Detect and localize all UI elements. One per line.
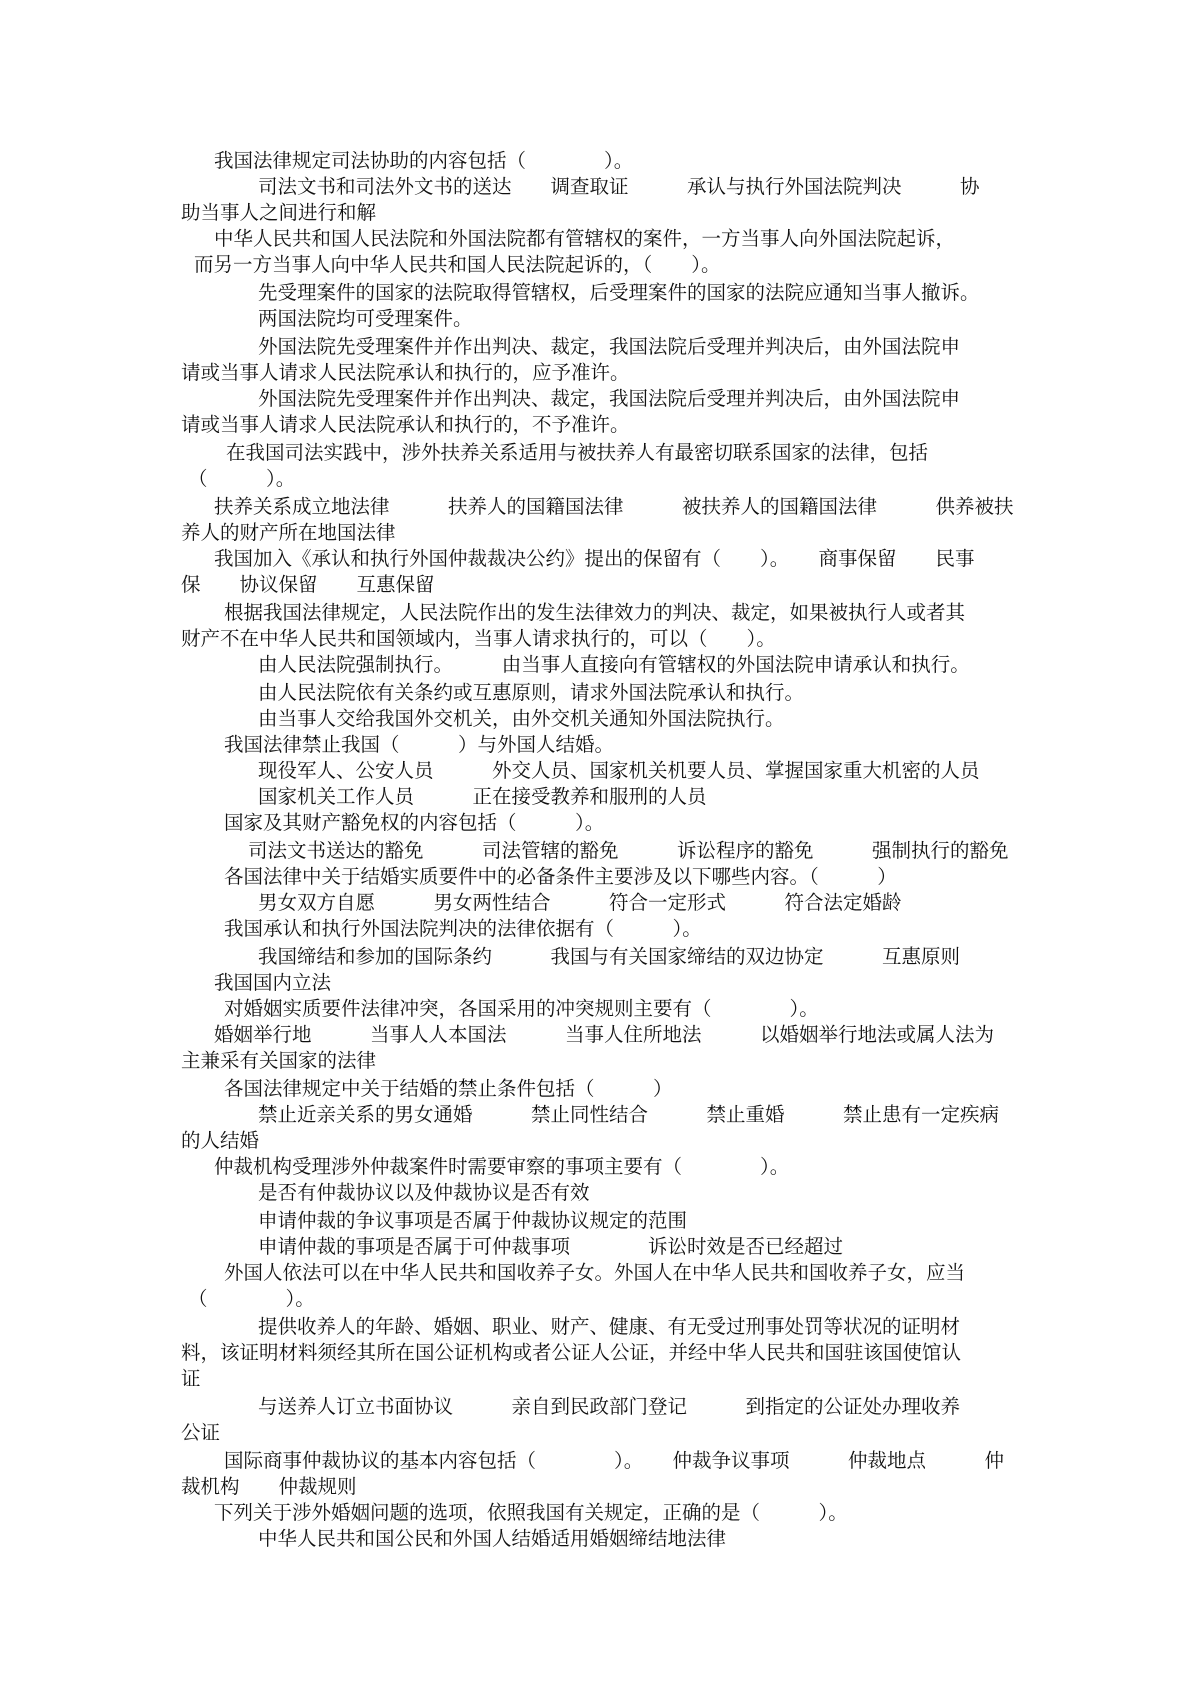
text-line: 司法文书送达的豁免 司法管辖的豁免 诉讼程序的豁免 强制执行的豁免: [248, 839, 1009, 862]
text-line: 国家机关工作人员 正在接受教养和服刑的人员: [258, 785, 707, 808]
text-line: 禁止近亲关系的男女通婚 禁止同性结合 禁止重婚 禁止患有一定疾病: [258, 1103, 1000, 1126]
text-line: 婚姻举行地 当事人人本国法 当事人住所地法 以婚姻举行地法或属人法为: [214, 1023, 995, 1046]
text-line: 先受理案件的国家的法院取得管辖权，后受理案件的国家的法院应通知当事人撤诉。: [258, 281, 980, 304]
text-line: 申请仲裁的争议事项是否属于仲裁协议规定的范围: [258, 1209, 688, 1232]
text-line: 现役军人、公安人员 外交人员、国家机关机要人员、掌握国家重大机密的人员: [258, 759, 980, 782]
text-line: 各国法律规定中关于结婚的禁止条件包括（ ）: [224, 1077, 673, 1100]
text-line: 料，该证明材料须经其所在国公证机构或者公证人公证，并经中华人民共和国驻该国使馆认: [181, 1341, 962, 1364]
text-line: 各国法律中关于结婚实质要件中的必备条件主要涉及以下哪些内容。（ ）: [224, 865, 897, 888]
text-line: 国家及其财产豁免权的内容包括（ ）。: [224, 811, 605, 834]
text-line: 扶养关系成立地法律 扶养人的国籍国法律 被扶养人的国籍国法律 供养被扶: [214, 495, 1014, 518]
text-line: 外国人依法可以在中华人民共和国收养子女。外国人在中华人民共和国收养子女，应当: [224, 1261, 966, 1284]
text-line: 中华人民共和国人民法院和外国法院都有管辖权的案件，一方当事人向外国法院起诉，: [214, 227, 956, 250]
text-line: 申请仲裁的事项是否属于可仲裁事项 诉讼时效是否已经超过: [258, 1235, 844, 1258]
text-line: 两国法院均可受理案件。: [258, 307, 473, 330]
text-line: 助当事人之间进行和解: [181, 201, 377, 224]
text-line: 请或当事人请求人民法院承认和执行的，不予准许。: [181, 413, 630, 436]
text-line: 根据我国法律规定，人民法院作出的发生法律效力的判决、裁定，如果被执行人或者其: [224, 601, 966, 624]
text-line: 证: [181, 1367, 201, 1390]
text-line: 是否有仲裁协议以及仲裁协议是否有效: [258, 1181, 590, 1204]
text-line: （ ）。: [188, 1287, 315, 1310]
text-line: 由当事人交给我国外交机关，由外交机关通知外国法院执行。: [258, 707, 785, 730]
text-line: 保 协议保留 互惠保留: [181, 573, 435, 596]
text-line: 对婚姻实质要件法律冲突，各国采用的冲突规则主要有（ ）。: [224, 997, 819, 1020]
text-line: 财产不在中华人民共和国领域内，当事人请求执行的，可以（ ）。: [181, 627, 776, 650]
text-line: 我国缔结和参加的国际条约 我国与有关国家缔结的双边协定 互惠原则: [258, 945, 961, 968]
text-line: 男女双方自愿 男女两性结合 符合一定形式 符合法定婚龄: [258, 891, 902, 914]
text-line: 与送养人订立书面协议 亲自到民政部门登记 到指定的公证处办理收养: [258, 1395, 961, 1418]
text-line: 中华人民共和国公民和外国人结婚适用婚姻缔结地法律: [258, 1527, 727, 1550]
text-line: 而另一方当事人向中华人民共和国人民法院起诉的，（ ）。: [194, 253, 721, 276]
text-line: 下列关于涉外婚姻问题的选项，依照我国有关规定，正确的是（ ）。: [214, 1501, 848, 1524]
text-line: 我国承认和执行外国法院判决的法律依据有（ ）。: [224, 917, 702, 940]
text-line: 裁机构 仲裁规则: [181, 1475, 357, 1498]
text-line: 仲裁机构受理涉外仲裁案件时需要审察的事项主要有（ ）。: [214, 1155, 790, 1178]
text-line: 我国法律规定司法协助的内容包括（ ）。: [214, 149, 634, 172]
text-line: 请或当事人请求人民法院承认和执行的，应予准许。: [181, 361, 630, 384]
text-line: 由人民法院依有关条约或互惠原则，请求外国法院承认和执行。: [258, 681, 805, 704]
text-line: 司法文书和司法外文书的送达 调查取证 承认与执行外国法院判决 协: [258, 175, 980, 198]
text-line: 外国法院先受理案件并作出判决、裁定，我国法院后受理并判决后，由外国法院申: [258, 387, 961, 410]
text-line: 在我国司法实践中，涉外扶养关系适用与被扶养人有最密切联系国家的法律，包括: [226, 441, 929, 464]
text-line: 由人民法院强制执行。 由当事人直接向有管辖权的外国法院申请承认和执行。: [258, 653, 970, 676]
text-line: 我国加入《承认和执行外国仲裁裁决公约》提出的保留有（ ）。 商事保留 民事: [214, 547, 975, 570]
text-line: 公证: [181, 1421, 221, 1444]
text-line: 外国法院先受理案件并作出判决、裁定，我国法院后受理并判决后，由外国法院申: [258, 335, 961, 358]
text-line: 养人的财产所在地国法律: [181, 521, 396, 544]
text-line: 主兼采有关国家的法律: [181, 1049, 377, 1072]
text-line: （ ）。: [188, 467, 296, 490]
text-line: 我国国内立法: [214, 971, 332, 994]
text-line: 的人结婚: [181, 1129, 260, 1152]
text-line: 提供收养人的年龄、婚姻、职业、财产、健康、有无受过刑事处罚等状况的证明材: [258, 1315, 961, 1338]
text-line: 国际商事仲裁协议的基本内容包括（ ）。 仲裁争议事项 仲裁地点 仲: [224, 1449, 1005, 1472]
text-line: 我国法律禁止我国（ ）与外国人结婚。: [224, 733, 615, 756]
